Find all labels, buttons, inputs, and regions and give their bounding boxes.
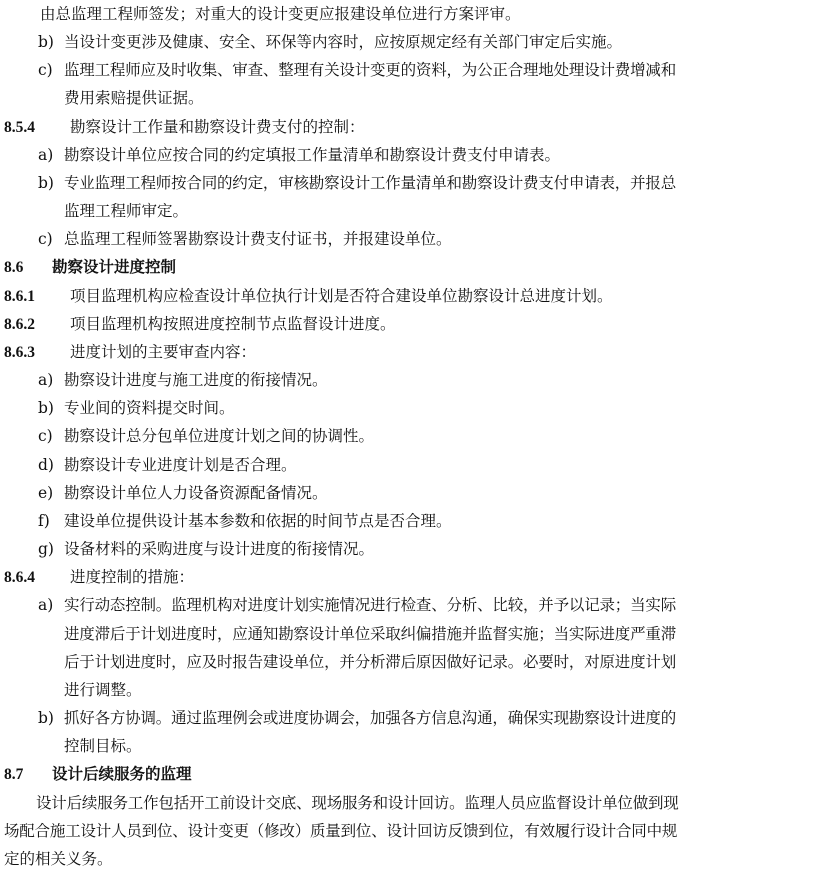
section-number: 8.6	[4, 259, 24, 277]
item-marker: b)	[38, 399, 54, 418]
item-text: 后于计划进度时，应及时报告建设单位，并分析滞后原因做好记录。必要时，对原进度计划	[64, 652, 677, 671]
item-continuation	[64, 732, 819, 760]
item-text: 进行调整。	[64, 680, 142, 699]
item-text: 设备材料的采购进度与设计进度的衔接情况。	[64, 540, 375, 559]
item-marker: a)	[38, 371, 54, 390]
clause-8-6-3	[4, 338, 819, 366]
item-marker: f)	[38, 511, 50, 530]
item-marker: c)	[38, 427, 53, 446]
paragraph-line	[36, 789, 819, 817]
section-number: 8.5.4	[4, 118, 35, 136]
section-title: 勘察设计进度控制	[52, 257, 177, 277]
item-marker: b)	[38, 709, 54, 728]
item-text: 费用索赔提供证据。	[64, 89, 204, 108]
item-text: 勘察设计专业进度计划是否合理。	[64, 455, 297, 474]
item-text: 抓好各方协调。通过监理例会或进度协调会，加强各方信息沟通，确保实现勘察设计进度的	[64, 709, 677, 728]
item-continuation	[64, 84, 819, 112]
item-marker: a)	[38, 145, 54, 164]
item-text: 实行动态控制。监理机构对进度计划实施情况进行检查、分析、比较，并予以记录；当实际	[64, 596, 677, 615]
item-text: 专业间的资料提交时间。	[64, 399, 235, 418]
section-heading-8-7	[4, 760, 819, 788]
section-title: 勘察设计工作量和勘察设计费支付的控制：	[70, 117, 365, 136]
list-item-b	[38, 394, 819, 422]
section-number: 8.7	[4, 766, 24, 784]
list-item-a	[38, 141, 819, 169]
paragraph-text: 定的相关义务。	[4, 849, 113, 868]
item-marker: b)	[38, 173, 54, 192]
item-text: 勘察设计单位应按合同的约定填报工作量清单和勘察设计费支付申请表。	[64, 145, 561, 164]
item-marker: e)	[38, 483, 54, 502]
clause-text: 进度计划的主要审查内容：	[70, 342, 257, 361]
item-text: 控制目标。	[64, 737, 142, 756]
item-continuation	[64, 648, 819, 676]
item-marker: g)	[38, 540, 54, 559]
item-text: 勘察设计单位人力设备资源配备情况。	[64, 483, 328, 502]
item-text: 监理工程师应及时收集、审查、整理有关设计变更的资料，为公正合理地处理设计费增减和	[64, 61, 677, 80]
paragraph-text: 场配合施工设计人员到位、设计变更（修改）质量到位、设计回访反馈到位，有效履行设计合同中规	[4, 821, 678, 840]
section-heading-8-5-4	[4, 113, 819, 141]
paragraph-line	[4, 817, 819, 845]
text-l01: 由总监理工程师签发；对重大的设计变更应报建设单位进行方案评审。	[40, 5, 521, 23]
section-heading-8-6	[4, 253, 819, 281]
paragraph-line	[40, 0, 819, 28]
clause-text: 项目监理机构按照进度控制节点监督设计进度。	[70, 314, 396, 333]
item-text: 勘察设计进度与施工进度的衔接情况。	[64, 371, 328, 390]
list-item-g	[38, 535, 819, 563]
item-marker: a)	[38, 596, 54, 615]
list-item-c	[38, 422, 819, 450]
item-text: 当设计变更涉及健康、安全、环保等内容时，应按原规定经有关部门审定后实施。	[64, 33, 623, 52]
clause-8-6-2	[4, 310, 819, 338]
clause-number: 8.6.1	[4, 287, 35, 305]
list-item-b	[38, 704, 819, 732]
clause-number: 8.6.3	[4, 343, 35, 361]
list-item-f	[38, 507, 819, 535]
item-text: 建设单位提供设计基本参数和依据的时间节点是否合理。	[64, 511, 452, 530]
list-item-e	[38, 479, 819, 507]
item-text: 勘察设计总分包单位进度计划之间的协调性。	[64, 427, 375, 446]
list-item-c	[38, 56, 819, 84]
item-continuation	[64, 620, 819, 648]
item-text: 监理工程师审定。	[64, 202, 189, 221]
section-title: 设计后续服务的监理	[52, 764, 192, 784]
item-marker: c)	[38, 61, 53, 80]
clause-number: 8.6.2	[4, 315, 35, 333]
list-item-d	[38, 451, 819, 479]
clause-text: 进度控制的措施：	[70, 568, 195, 587]
clause-8-6-1	[4, 282, 819, 310]
list-item-b	[38, 28, 819, 56]
item-continuation	[64, 676, 819, 704]
list-item-b	[38, 169, 819, 197]
list-item-c	[38, 225, 819, 253]
clause-8-6-4	[4, 563, 819, 591]
item-marker: b)	[38, 33, 54, 52]
item-text: 专业监理工程师按合同的约定，审核勘察设计工作量清单和勘察设计费支付申请表，并报总	[64, 173, 677, 192]
item-text: 进度滞后于计划进度时，应通知勘察设计单位采取纠偏措施并监督实施；当实际进度严重滞	[64, 624, 677, 643]
list-item-a	[38, 366, 819, 394]
item-marker: c)	[38, 230, 53, 249]
paragraph-text: 设计后续服务工作包括开工前设计交底、现场服务和设计回访。监理人员应监督设计单位做到现	[36, 793, 679, 812]
item-continuation	[64, 197, 819, 225]
clause-number: 8.6.4	[4, 569, 35, 587]
paragraph-line	[4, 845, 819, 873]
list-item-a	[38, 591, 819, 619]
item-marker: d)	[38, 455, 54, 474]
item-text: 总监理工程师签署勘察设计费支付证书，并报建设单位。	[64, 230, 452, 249]
clause-text: 项目监理机构应检查设计单位执行计划是否符合建设单位勘察设计总进度计划。	[70, 286, 613, 305]
